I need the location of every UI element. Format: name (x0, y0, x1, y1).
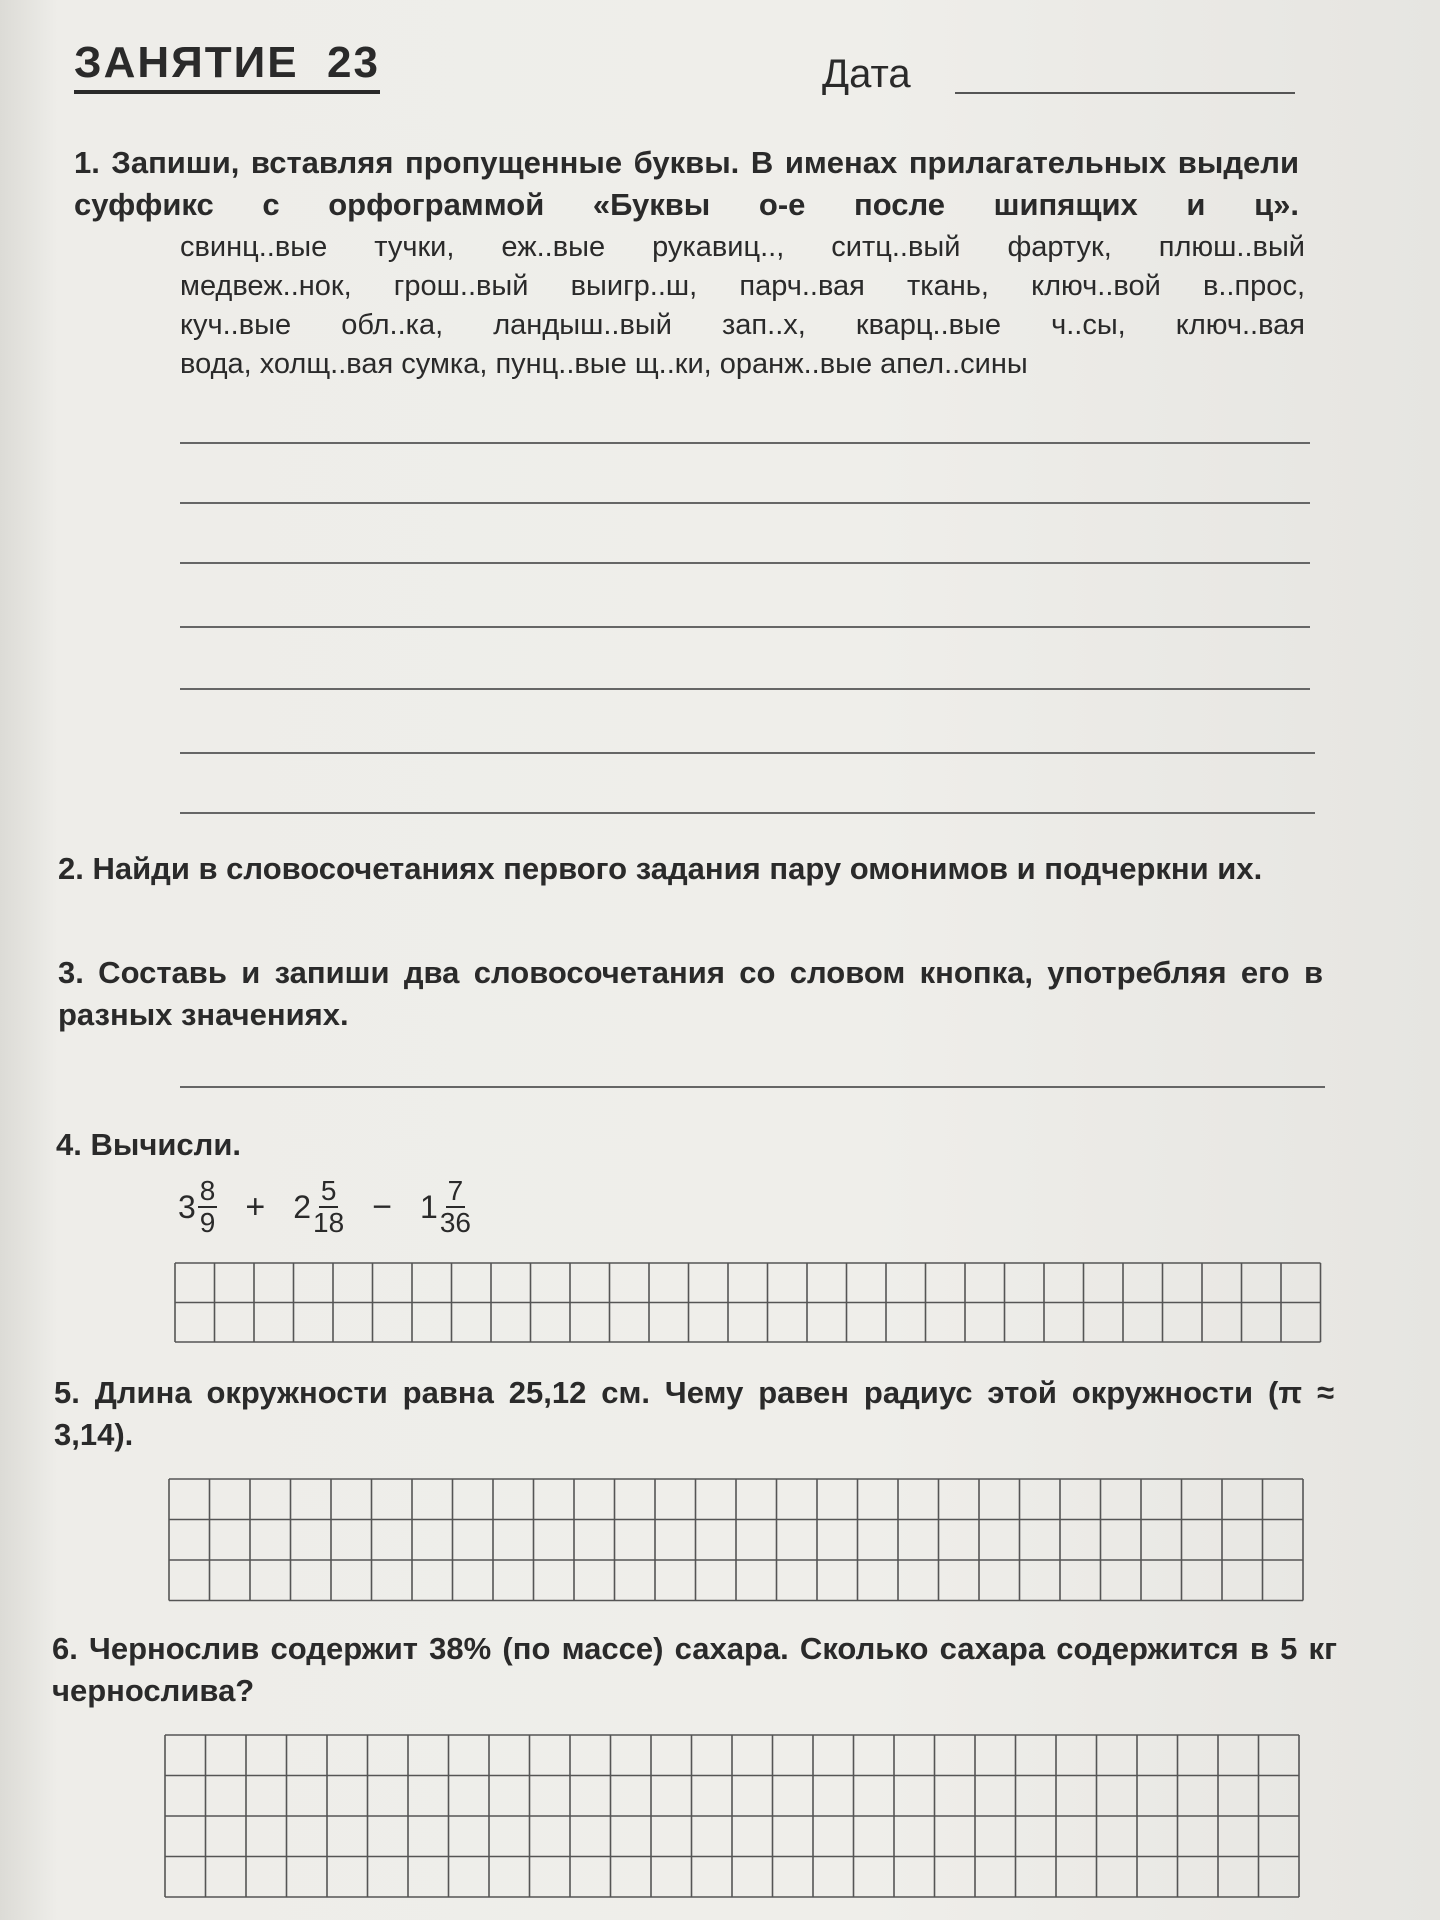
fraction (313, 1176, 344, 1238)
task-4-text: 4. Вычисли. (56, 1127, 241, 1162)
task-3-text-start: 3. Составь и запиши два словосочетания со словом (58, 955, 920, 990)
task-6-text: 6. Чернослив содержит 38% (по массе) сахара. Сколько сахара содержится в 5 кг чернослива? (52, 1631, 1337, 1708)
math-expression (172, 1172, 477, 1242)
word-line: куч..вые обл..ка, ландыш..вый зап..х, кварц..вые ч..сы, ключ..вая (180, 309, 1305, 341)
task-3-keyword: кнопка (919, 955, 1025, 990)
answer-grid-task-6[interactable] (164, 1734, 1332, 1920)
plus-sign: + (245, 1187, 266, 1226)
mixed-number (420, 1176, 471, 1238)
whole-part: 3 (178, 1188, 196, 1225)
numerator: 7 (447, 1175, 464, 1206)
task-3-text-end: , употребляя его в разных значениях. (58, 955, 1324, 1032)
denominator: 36 (439, 1207, 471, 1238)
date-field[interactable] (955, 92, 1295, 94)
task-2-text: 2. Найди в словосочетаниях первого задания пару омонимов и подчеркни их. (58, 851, 1263, 886)
answer-line[interactable] (180, 562, 1310, 564)
word-line: свинц..вые тучки, еж..вые рукавиц.., ситц..вый фартук, плюш..вый (180, 231, 1305, 263)
answer-line[interactable] (180, 442, 1310, 444)
date-label: Дата (822, 52, 911, 96)
fraction (440, 1176, 471, 1238)
mixed-number (178, 1176, 217, 1238)
numerator: 8 (199, 1175, 216, 1206)
task-1-text: 1. Запиши, вставляя пропущенные буквы. В именах прилагательных выдели суффикс с орфограммой «Буквы о-е после шипящих и ц». (74, 145, 1299, 222)
answer-line[interactable] (180, 688, 1310, 690)
denominator: 9 (199, 1207, 216, 1238)
answer-line[interactable] (180, 812, 1315, 814)
whole-part: 1 (420, 1188, 438, 1225)
numerator: 5 (320, 1175, 337, 1206)
answer-grid-task-4[interactable] (174, 1262, 1322, 1344)
answer-line[interactable] (180, 1086, 1325, 1088)
whole-part: 2 (293, 1188, 312, 1225)
word-line: медвеж..нок, грош..вый выигр..ш, парч..вая ткань, ключ..вой в..прос, (180, 270, 1305, 302)
denominator: 18 (313, 1207, 345, 1238)
fraction (198, 1176, 218, 1238)
answer-line[interactable] (180, 502, 1310, 504)
answer-line[interactable] (180, 752, 1315, 754)
task-1-word-list (180, 228, 1305, 384)
word-line: вода, холщ..вая сумка, пунц..вые щ..ки, оранж..вые апел..сины (180, 348, 1028, 380)
task-3-text (58, 952, 1323, 1036)
task-5-text: 5. Длина окружности равна 25,12 см. Чему равен радиус этой окружности (π ≈ 3,14). (54, 1375, 1334, 1452)
minus-sign: − (372, 1187, 393, 1226)
answer-grid-task-5[interactable] (168, 1478, 1328, 1602)
answer-line[interactable] (180, 626, 1310, 628)
mixed-number (293, 1176, 344, 1238)
page-title: ЗАНЯТИЕ 23 (74, 38, 380, 94)
